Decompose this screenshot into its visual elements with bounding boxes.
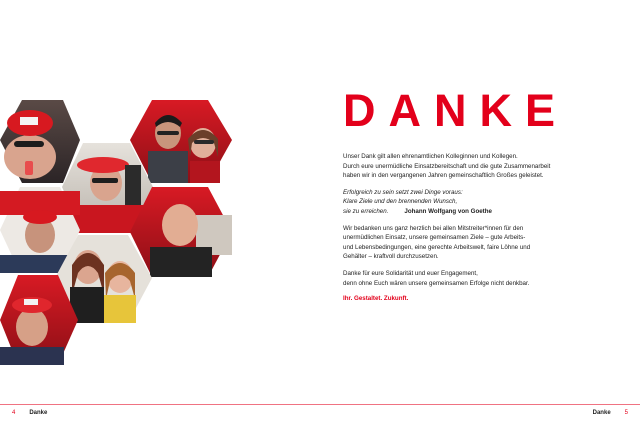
quote-author: Johann Wolfgang von Goethe: [404, 207, 492, 215]
quote-line: Erfolgreich zu sein setzt zwei Dinge voraus:: [343, 188, 463, 196]
thanks-line: Wir bedanken uns ganz herzlich bei allen Mitstreiter*innen für den: [343, 224, 524, 232]
thanks-line: unermüdlichen Einsatz, unsere gemeinsamen Ziele – gute Arbeits-: [343, 234, 526, 242]
thanks-line: Gehälter – kraftvoll durchzusetzen.: [343, 253, 439, 261]
slogan: Ihr. Gestaltet. Zukunft.: [343, 295, 409, 303]
quote-last-row: [343, 207, 623, 217]
quote-line: Klare Ziele und den brennenden Wunsch,: [343, 198, 458, 206]
thanks-line: und Lebensbedingungen, eine gerechte Arbeitswelt, faire Löhne und: [343, 243, 531, 251]
footer-right: [593, 410, 628, 416]
intro-line: Unser Dank gilt allen ehrenamtlichen Kolleginnen und Kollegen.: [343, 153, 518, 160]
intro-line: Durch eure unermüdliche Einsatzbereitschaft und die gute Zusammenarbeit: [343, 162, 551, 170]
intro-line: haben wir in den vergangenen Jahren gemeinschaftlich Großes geleistet.: [343, 172, 544, 180]
hexagon-collage-graphic: [0, 95, 240, 370]
footer-label-right: Danke: [592, 410, 611, 416]
photo-man-sunglasses-and-woman-icon: [130, 100, 232, 183]
goethe-quote: [343, 188, 623, 217]
thanks-paragraph: [343, 224, 623, 262]
footer-left: [12, 410, 47, 416]
photo-woman-red-cap-whistle-icon: [0, 100, 80, 183]
quote-line: sie zu erreichen.: [343, 207, 389, 215]
page-title: DANKE: [343, 85, 569, 136]
photo-hexagon-collage: [0, 95, 240, 370]
closing-line: Danke für eure Solidarität und euer Engagement,: [343, 269, 478, 277]
closing-line: denn ohne Euch wären unsere gemeinsamen Erfolge nicht denkbar.: [343, 279, 530, 287]
page-number-right: 5: [624, 410, 628, 416]
page-number-left: 4: [12, 410, 16, 416]
footer-divider: [0, 404, 640, 405]
right-page-content: [343, 85, 623, 303]
footer-label-left: Danke: [29, 410, 48, 416]
intro-paragraph: [343, 152, 623, 181]
closing-paragraph: [343, 269, 623, 288]
